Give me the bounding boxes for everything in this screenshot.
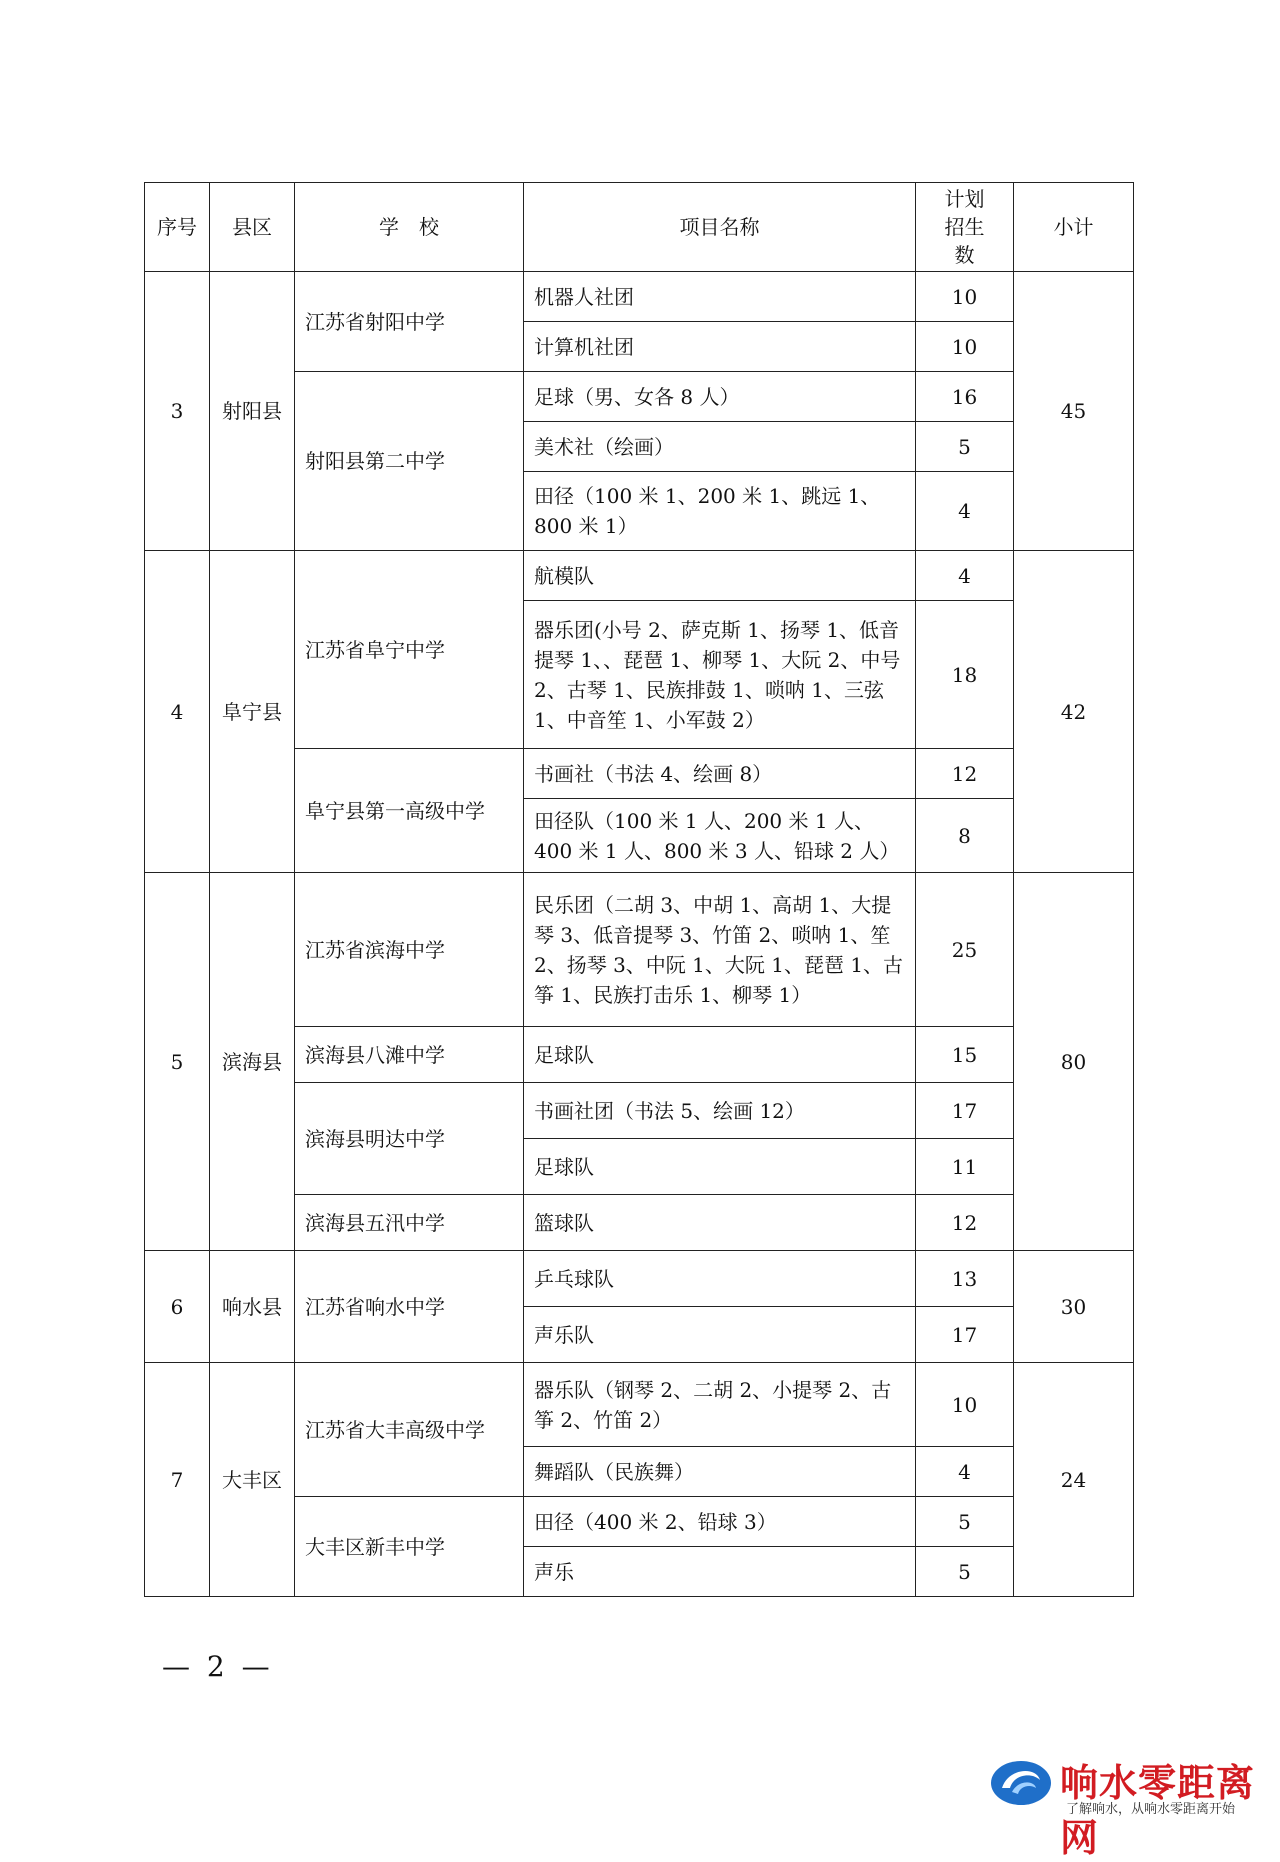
quota-cell: 15 <box>916 1027 1014 1083</box>
quota-cell: 11 <box>916 1139 1014 1195</box>
subtotal-cell: 80 <box>1014 873 1134 1251</box>
project-cell: 器乐队（钢琴 2、二胡 2、小提琴 2、古筝 2、竹笛 2） <box>524 1363 916 1447</box>
swirl-logo-icon <box>988 1758 1054 1808</box>
quota-cell: 25 <box>916 873 1014 1027</box>
school-cell: 江苏省阜宁中学 <box>295 551 524 749</box>
school-cell: 江苏省射阳中学 <box>295 272 524 372</box>
school-cell: 江苏省响水中学 <box>295 1251 524 1363</box>
quota-cell: 12 <box>916 1195 1014 1251</box>
header-school: 学 校 <box>295 183 524 272</box>
brand-name: 响水零距离网 <box>1060 1761 1256 1860</box>
table-row <box>145 1363 1134 1447</box>
seq-cell: 6 <box>145 1251 210 1363</box>
header-subtotal: 小计 <box>1014 183 1134 272</box>
project-cell: 书画社（书法 4、绘画 8） <box>524 749 916 799</box>
school-cell: 滨海县五汛中学 <box>295 1195 524 1251</box>
quota-cell: 13 <box>916 1251 1014 1307</box>
quota-cell: 12 <box>916 749 1014 799</box>
brand-slogan: 了解响水，从响水零距离开始 <box>1066 1802 1236 1817</box>
quota-cell: 4 <box>916 1447 1014 1497</box>
quota-cell: 17 <box>916 1083 1014 1139</box>
watermark-logo <box>988 1758 1278 1860</box>
school-cell: 滨海县明达中学 <box>295 1083 524 1195</box>
header-seq: 序号 <box>145 183 210 272</box>
quota-cell: 10 <box>916 272 1014 322</box>
subtotal-cell: 30 <box>1014 1251 1134 1363</box>
county-cell: 阜宁县 <box>210 551 295 873</box>
county-cell: 响水县 <box>210 1251 295 1363</box>
school-cell: 大丰区新丰中学 <box>295 1497 524 1597</box>
quota-cell: 10 <box>916 1363 1014 1447</box>
quota-cell: 17 <box>916 1307 1014 1363</box>
seq-cell: 7 <box>145 1363 210 1597</box>
project-cell: 足球队 <box>524 1027 916 1083</box>
project-cell: 足球（男、女各 8 人） <box>524 372 916 422</box>
project-cell: 机器人社团 <box>524 272 916 322</box>
table-row <box>145 873 1134 1027</box>
county-cell: 滨海县 <box>210 873 295 1251</box>
header-project: 项目名称 <box>524 183 916 272</box>
project-cell: 篮球队 <box>524 1195 916 1251</box>
project-cell: 乒乓球队 <box>524 1251 916 1307</box>
quota-cell: 4 <box>916 551 1014 601</box>
header-quota: 计划招生数 <box>916 183 1014 272</box>
enrollment-table <box>144 182 1134 1597</box>
project-cell: 舞蹈队（民族舞） <box>524 1447 916 1497</box>
quota-cell: 4 <box>916 472 1014 551</box>
school-cell: 江苏省大丰高级中学 <box>295 1363 524 1497</box>
quota-cell: 5 <box>916 422 1014 472</box>
project-cell: 美术社（绘画） <box>524 422 916 472</box>
school-cell: 滨海县八滩中学 <box>295 1027 524 1083</box>
table-row <box>145 272 1134 322</box>
project-cell: 田径（100 米 1、200 米 1、跳远 1、800 米 1） <box>524 472 916 551</box>
quota-cell: 8 <box>916 799 1014 873</box>
seq-cell: 3 <box>145 272 210 551</box>
county-cell: 射阳县 <box>210 272 295 551</box>
project-cell: 器乐团(小号 2、萨克斯 1、扬琴 1、低音提琴 1、、琵琶 1、柳琴 1、大阮 2、中号 2、古琴 1、民族排鼓 1、唢呐 1、三弦 1、中音笙 1、小军鼓 2） <box>524 601 916 749</box>
school-cell: 阜宁县第一高级中学 <box>295 749 524 873</box>
table-row <box>145 1251 1134 1307</box>
table-row <box>145 551 1134 601</box>
county-cell: 大丰区 <box>210 1363 295 1597</box>
quota-cell: 16 <box>916 372 1014 422</box>
seq-cell: 5 <box>145 873 210 1251</box>
quota-cell: 5 <box>916 1497 1014 1547</box>
subtotal-cell: 24 <box>1014 1363 1134 1597</box>
project-cell: 书画社团（书法 5、绘画 12） <box>524 1083 916 1139</box>
table-header-row <box>145 183 1134 272</box>
seq-cell: 4 <box>145 551 210 873</box>
project-cell: 足球队 <box>524 1139 916 1195</box>
quota-cell: 5 <box>916 1547 1014 1597</box>
project-cell: 航模队 <box>524 551 916 601</box>
school-cell: 射阳县第二中学 <box>295 372 524 551</box>
header-county: 县区 <box>210 183 295 272</box>
project-cell: 田径队（100 米 1 人、200 米 1 人、400 米 1 人、800 米 3 人、铅球 2 人） <box>524 799 916 873</box>
project-cell: 田径（400 米 2、铅球 3） <box>524 1497 916 1547</box>
school-cell: 江苏省滨海中学 <box>295 873 524 1027</box>
project-cell: 计算机社团 <box>524 322 916 372</box>
quota-cell: 10 <box>916 322 1014 372</box>
subtotal-cell: 42 <box>1014 551 1134 873</box>
subtotal-cell: 45 <box>1014 272 1134 551</box>
page-number: — 2 — <box>162 1650 274 1683</box>
project-cell: 民乐团（二胡 3、中胡 1、高胡 1、大提琴 3、低音提琴 3、竹笛 2、唢呐 1、笙 2、扬琴 3、中阮 1、大阮 1、琵琶 1、古筝 1、民族打击乐 1、柳琴 1） <box>524 873 916 1027</box>
project-cell: 声乐队 <box>524 1307 916 1363</box>
project-cell: 声乐 <box>524 1547 916 1597</box>
quota-cell: 18 <box>916 601 1014 749</box>
